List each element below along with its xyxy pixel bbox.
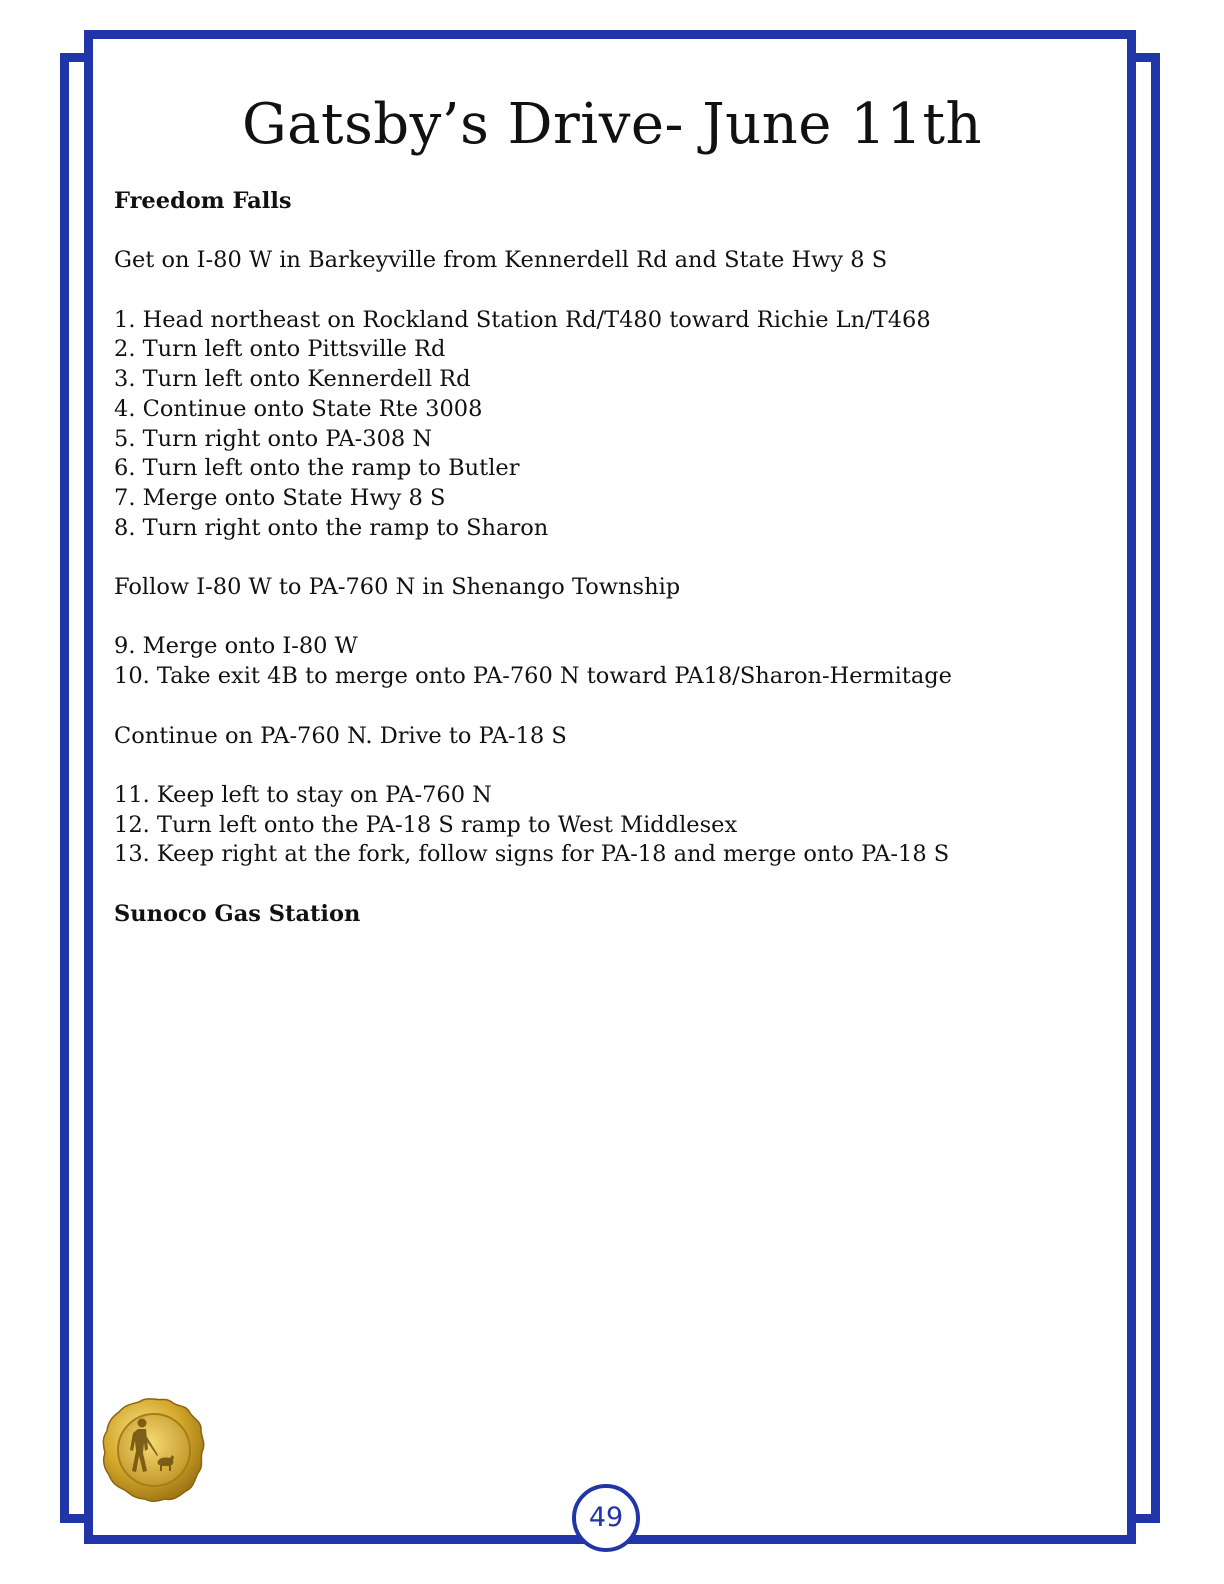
direction-step: 8. Turn right onto the ramp to Sharon: [114, 514, 549, 541]
direction-step: 2. Turn left onto Pittsville Rd: [114, 336, 446, 363]
direction-step: 5. Turn right onto PA-308 N: [114, 425, 433, 452]
page-number: 49: [572, 1484, 640, 1552]
direction-step: 11. Keep left to stay on PA-760 N: [114, 781, 492, 808]
section-summary: Get on I-80 W in Barkeyville from Kennerdell Rd and State Hwy 8 S: [114, 247, 888, 274]
section-summary: Follow I-80 W to PA-760 N in Shenango Township: [114, 574, 681, 601]
direction-step: 6. Turn left onto the ramp to Butler: [114, 455, 520, 482]
direction-step: 3. Turn left onto Kennerdell Rd: [114, 366, 471, 393]
directions-content: [114, 187, 1074, 929]
direction-step: 7. Merge onto State Hwy 8 S: [114, 485, 446, 511]
direction-step: 10. Take exit 4B to merge onto PA-760 N toward PA18/Sharon-Hermitage: [114, 663, 952, 690]
page-title: Gatsby’s Drive- June 11th: [241, 92, 983, 157]
direction-step: 9. Merge onto I-80 W: [114, 633, 358, 660]
end-location-heading: Sunoco Gas Station: [114, 900, 361, 927]
section-summary: Continue on PA-760 N. Drive to PA-18 S: [114, 722, 567, 749]
start-location-heading: Freedom Falls: [114, 188, 292, 214]
gold-seal-icon: [100, 1395, 208, 1503]
direction-step: 13. Keep right at the fork, follow signs for PA-18 and merge onto PA-18 S: [114, 841, 950, 868]
direction-step: 1. Head northeast on Rockland Station Rd/T480 toward Richie Ln/T468: [114, 306, 931, 333]
direction-step: 4. Continue onto State Rte 3008: [114, 395, 483, 422]
direction-step: 12. Turn left onto the PA-18 S ramp to West Middlesex: [114, 811, 738, 838]
